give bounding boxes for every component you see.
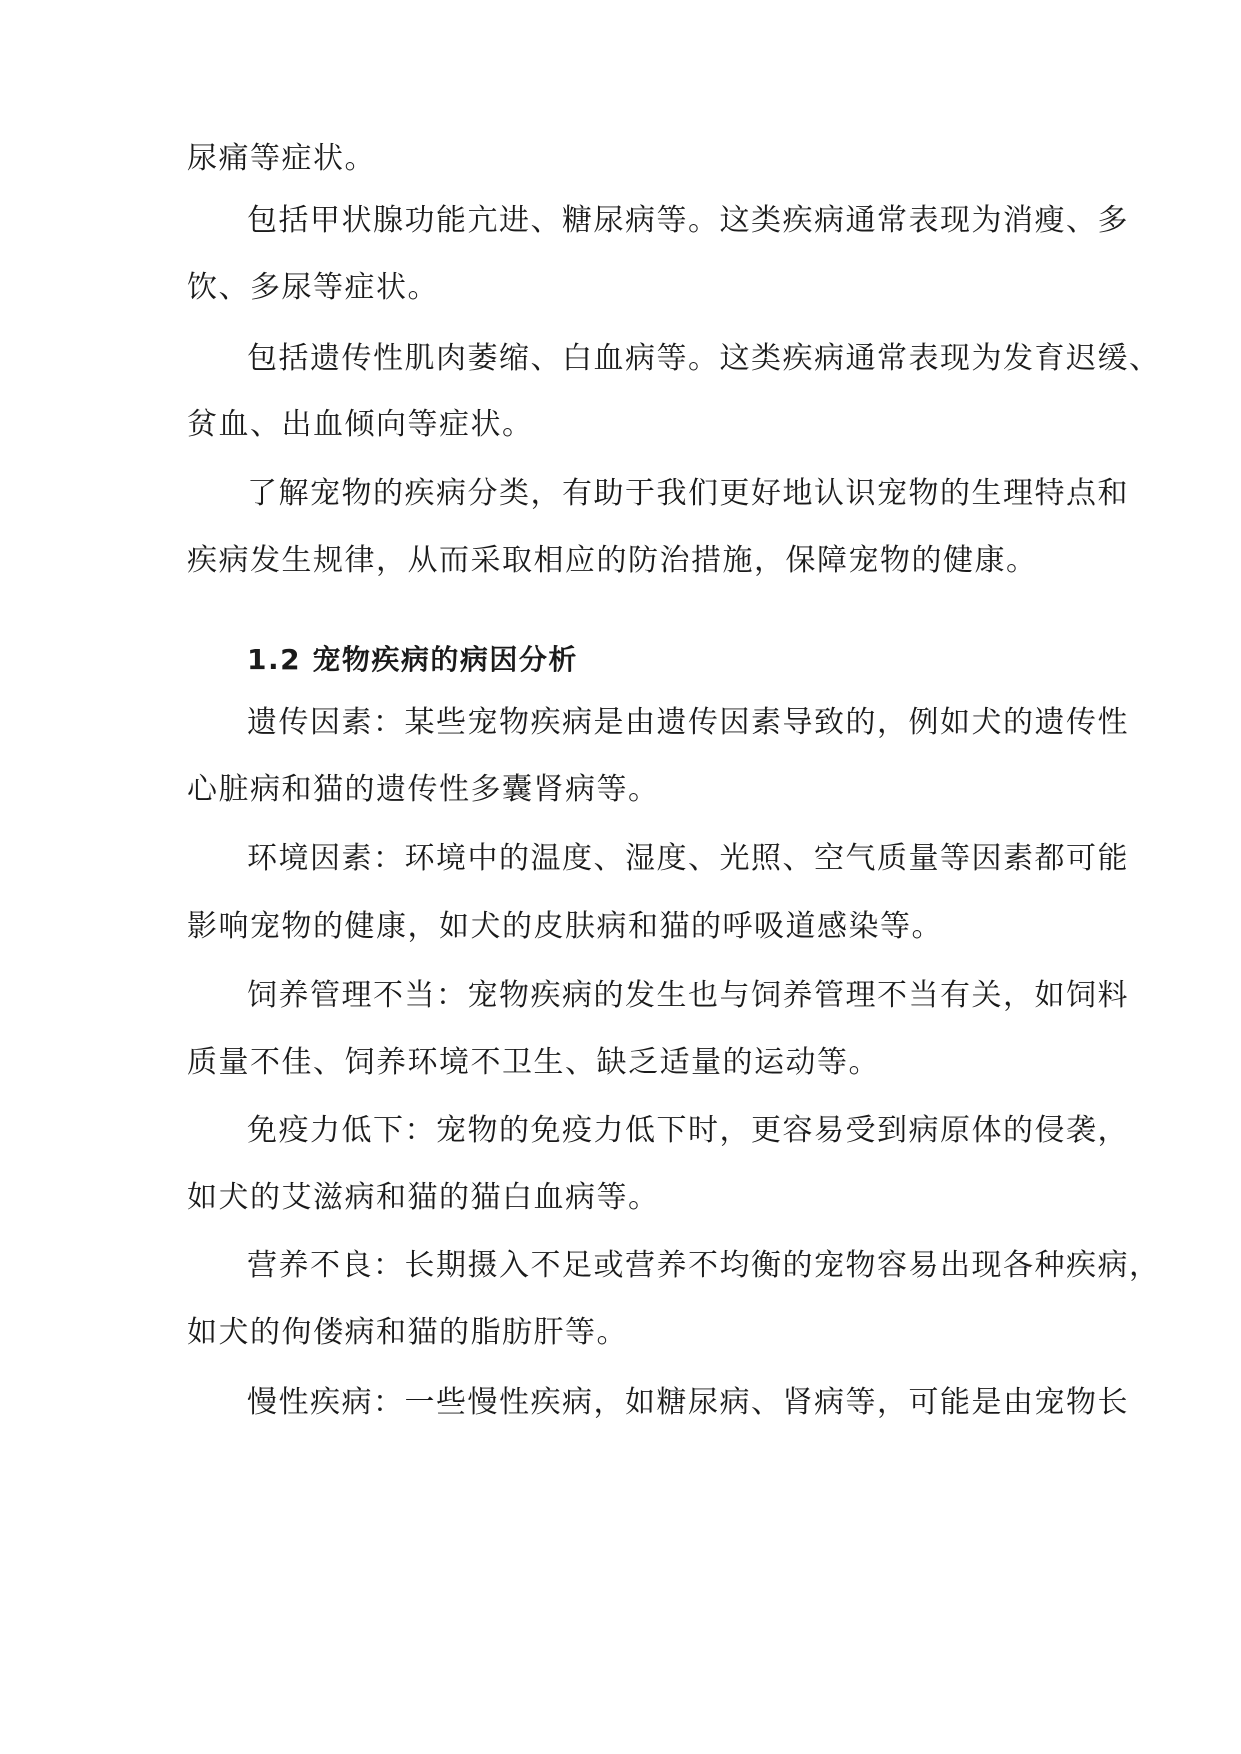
text-line: 贫血、出血倾向等症状。 — [187, 407, 534, 442]
text-line: 饮、多尿等症状。 — [187, 270, 439, 305]
text-line: 疾病发生规律，从而采取相应的防治措施，保障宠物的健康。 — [187, 543, 1038, 578]
paragraph-line: 免疫力低下：宠物的免疫力低下时，更容易受到病原体的侵袭， — [247, 1113, 1129, 1148]
paragraph-line: 了解宠物的疾病分类，有助于我们更好地认识宠物的生理特点和 — [247, 476, 1129, 511]
paragraph-line: 包括遗传性肌肉萎缩、白血病等。这类疾病通常表现为发育迟缓、 — [247, 341, 1161, 376]
text-line: 质量不佳、饲养环境不卫生、缺乏适量的运动等。 — [187, 1045, 880, 1080]
text-line: 尿痛等症状。 — [187, 141, 376, 176]
paragraph-line: 遗传因素：某些宠物疾病是由遗传因素导致的，例如犬的遗传性 — [247, 705, 1129, 740]
paragraph-line: 环境因素：环境中的温度、湿度、光照、空气质量等因素都可能 — [247, 841, 1129, 876]
text-line: 心脏病和猫的遗传性多囊肾病等。 — [187, 772, 660, 807]
section-heading: 1.2 宠物疾病的病因分析 — [247, 643, 578, 676]
paragraph-line: 饲养管理不当：宠物疾病的发生也与饲养管理不当有关，如饲料 — [247, 978, 1129, 1013]
paragraph-line: 营养不良：长期摄入不足或营养不均衡的宠物容易出现各种疾病， — [247, 1248, 1161, 1283]
text-line: 如犬的佝偻病和猫的脂肪肝等。 — [187, 1315, 628, 1350]
paragraph-line: 包括甲状腺功能亢进、糖尿病等。这类疾病通常表现为消瘦、多 — [247, 203, 1129, 238]
paragraph-line: 慢性疾病：一些慢性疾病，如糖尿病、肾病等，可能是由宠物长 — [247, 1385, 1129, 1420]
text-line: 如犬的艾滋病和猫的猫白血病等。 — [187, 1180, 660, 1215]
text-line: 影响宠物的健康，如犬的皮肤病和猫的呼吸道感染等。 — [187, 909, 943, 944]
